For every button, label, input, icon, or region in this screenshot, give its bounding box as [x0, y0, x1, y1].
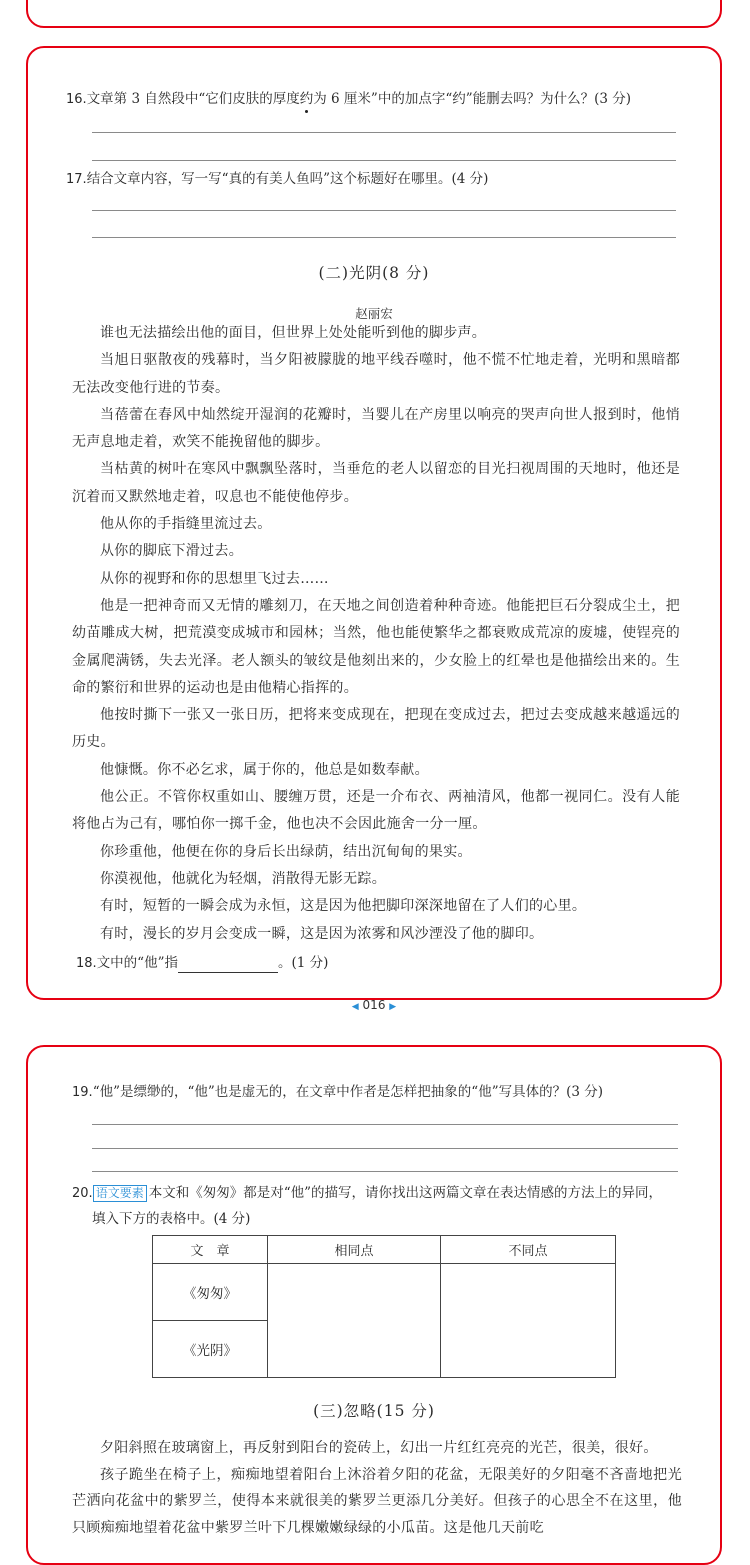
answer-line[interactable]	[92, 1124, 678, 1125]
section-title: (二)光阴(8 分)	[318, 264, 430, 282]
paragraph: 你珍重他，他便在你的身后长出绿荫，结出沉甸甸的果实。	[100, 843, 472, 860]
paragraph: 有时，短暂的一瞬会成为永恒，这是因为他把脚印深深地留在了人们的心里。	[100, 898, 587, 915]
paragraph: 当旭日驱散夜的残幕时，当夕阳被朦胧的地平线吞噬时，他不慌不忙地走着，光明和黑暗都无法改变他行进的节奏。	[72, 352, 680, 396]
paragraph: 他是一把神奇而又无情的雕刻刀，在天地之间创造着种种奇迹。他能把巨石分裂成尘土，把幼苗雕成大树，把荒漠变成城市和园林；当然，他也能使繁华之都衰败成荒凉的废墟，使锃亮的金属爬满锈，失去光泽。老人额头的皱纹是他刻出来的，少女脸上的红晕也是他描绘出来的。生命的繁衍和世界的运动也是由他精心指挥的。	[72, 597, 680, 696]
comparison-table	[152, 1235, 616, 1378]
col-header-difference: 不同点	[441, 1236, 616, 1264]
page-016-panel	[26, 46, 722, 1012]
author: 赵丽宏	[355, 306, 393, 321]
similarity-answer-cell[interactable]	[268, 1264, 441, 1378]
col-header-similarity: 相同点	[268, 1236, 441, 1264]
table-header-row	[153, 1236, 616, 1264]
paragraph: 孩子跪坐在椅子上，痴痴地望着阳台上沐浴着夕阳的花盆，无限美好的夕阳毫不吝啬地把光芒洒向花盆中的紫罗兰，使得本来就很美的紫罗兰更添几分美好。但孩子的心思全不在这里，他只顾痴痴地望着花盆中紫罗兰叶下几棵嫩嫩绿绿的小瓜苗。这是他几天前吃	[72, 1466, 682, 1536]
emphasis-dot-char: 约	[300, 90, 314, 108]
paragraph: 他按时撕下一张又一张日历，把将来变成现在，把现在变成过去，把过去变成越来越遥远的历史。	[72, 707, 680, 751]
question-number: 16.	[66, 92, 87, 107]
answer-line[interactable]	[92, 1148, 678, 1149]
paragraph: 你漠视他，他就化为轻烟，消散得无影无踪。	[100, 870, 386, 887]
paragraph: 夕阳斜照在玻璃窗上，再反射到阳台的瓷砖上，幻出一片红红亮亮的光芒，很美，很好。	[100, 1440, 658, 1456]
question-18: 18.文中的“他”指 。(1 分)	[76, 955, 329, 971]
paragraph: 他从你的手指缝里流过去。	[100, 516, 272, 533]
paragraph: 有时，漫长的岁月会变成一瞬，这是因为浓雾和风沙湮没了他的脚印。	[100, 925, 544, 942]
question-17: 17.结合文章内容，写一写“真的有美人鱼吗”这个标题好在哪里。(4 分)	[66, 171, 489, 187]
paragraph: 当蓓蕾在春风中灿然绽开湿润的花瓣时，当婴儿在产房里以响亮的哭声向世人报到时，他悄无声息地走着，欢笑不能挽留他的脚步。	[72, 406, 680, 451]
col-header-article: 文 章	[153, 1236, 268, 1264]
row-label-guangyin: 《光阴》	[153, 1321, 268, 1378]
passage-guangyin	[72, 320, 680, 948]
page-017-panel	[26, 1045, 722, 1565]
prev-page-icon: ◀	[351, 1002, 359, 1012]
section-title: (三)忽略(15 分)	[313, 1402, 435, 1420]
row-label-congcong: 《匆匆》	[153, 1264, 268, 1321]
answer-blank[interactable]	[178, 958, 278, 973]
answer-line[interactable]	[92, 237, 676, 238]
question-20: 20. 语文要素 本文和《匆匆》都是对“他”的描写，请你找出这两篇文章在表达情感的方法上的异同，	[72, 1185, 663, 1201]
answer-line[interactable]	[92, 1171, 678, 1172]
question-19: 19.“他”是缥缈的，“他”也是虚无的，在文章中作者是怎样把抽象的“他”写具体的？(3 分)	[72, 1084, 604, 1100]
answer-line[interactable]	[92, 132, 676, 133]
answer-line[interactable]	[92, 210, 676, 211]
paragraph: 谁也无法描绘出他的面目，但世界上处处能听到他的脚步声。	[100, 325, 487, 341]
passage-hulve	[72, 1435, 682, 1541]
page-number: ◀ 016 ▶	[351, 998, 397, 1012]
paragraph: 从你的脚底下滑过去。	[100, 543, 243, 560]
paragraph: 当枯黄的树叶在寒风中飘飘坠落时，当垂危的老人以留恋的目光扫视周围的天地时，他还是沉着而又默然地走着，叹息也不能使他停步。	[72, 461, 680, 505]
question-16: 16.文章第 3 自然段中“它们皮肤的厚度约 为 6 厘米”中的加点字“约”能删去吗？为什么？(3 分)	[66, 90, 631, 109]
paragraph: 他公正。不管你权重如山、腰缠万贯，还是一介布衣、两袖清风，他都一视同仁。没有人能将他占为己有，哪怕你一掷千金，他也决不会因此施舍一分一厘。	[72, 789, 680, 833]
question-20-line2: 填入下方的表格中。(4 分)	[92, 1211, 251, 1227]
answer-line[interactable]	[92, 160, 676, 161]
paragraph: 从你的视野和你的思想里飞过去……	[100, 570, 329, 587]
difference-answer-cell[interactable]	[441, 1264, 616, 1378]
yuwen-yaosu-tag: 语文要素	[93, 1185, 147, 1202]
next-page-icon: ▶	[389, 1002, 397, 1012]
paragraph: 他慷慨。你不必乞求，属于你的，他总是如数奉献。	[100, 761, 429, 778]
table-row	[153, 1264, 616, 1321]
top-panel-fragment	[26, 0, 722, 28]
